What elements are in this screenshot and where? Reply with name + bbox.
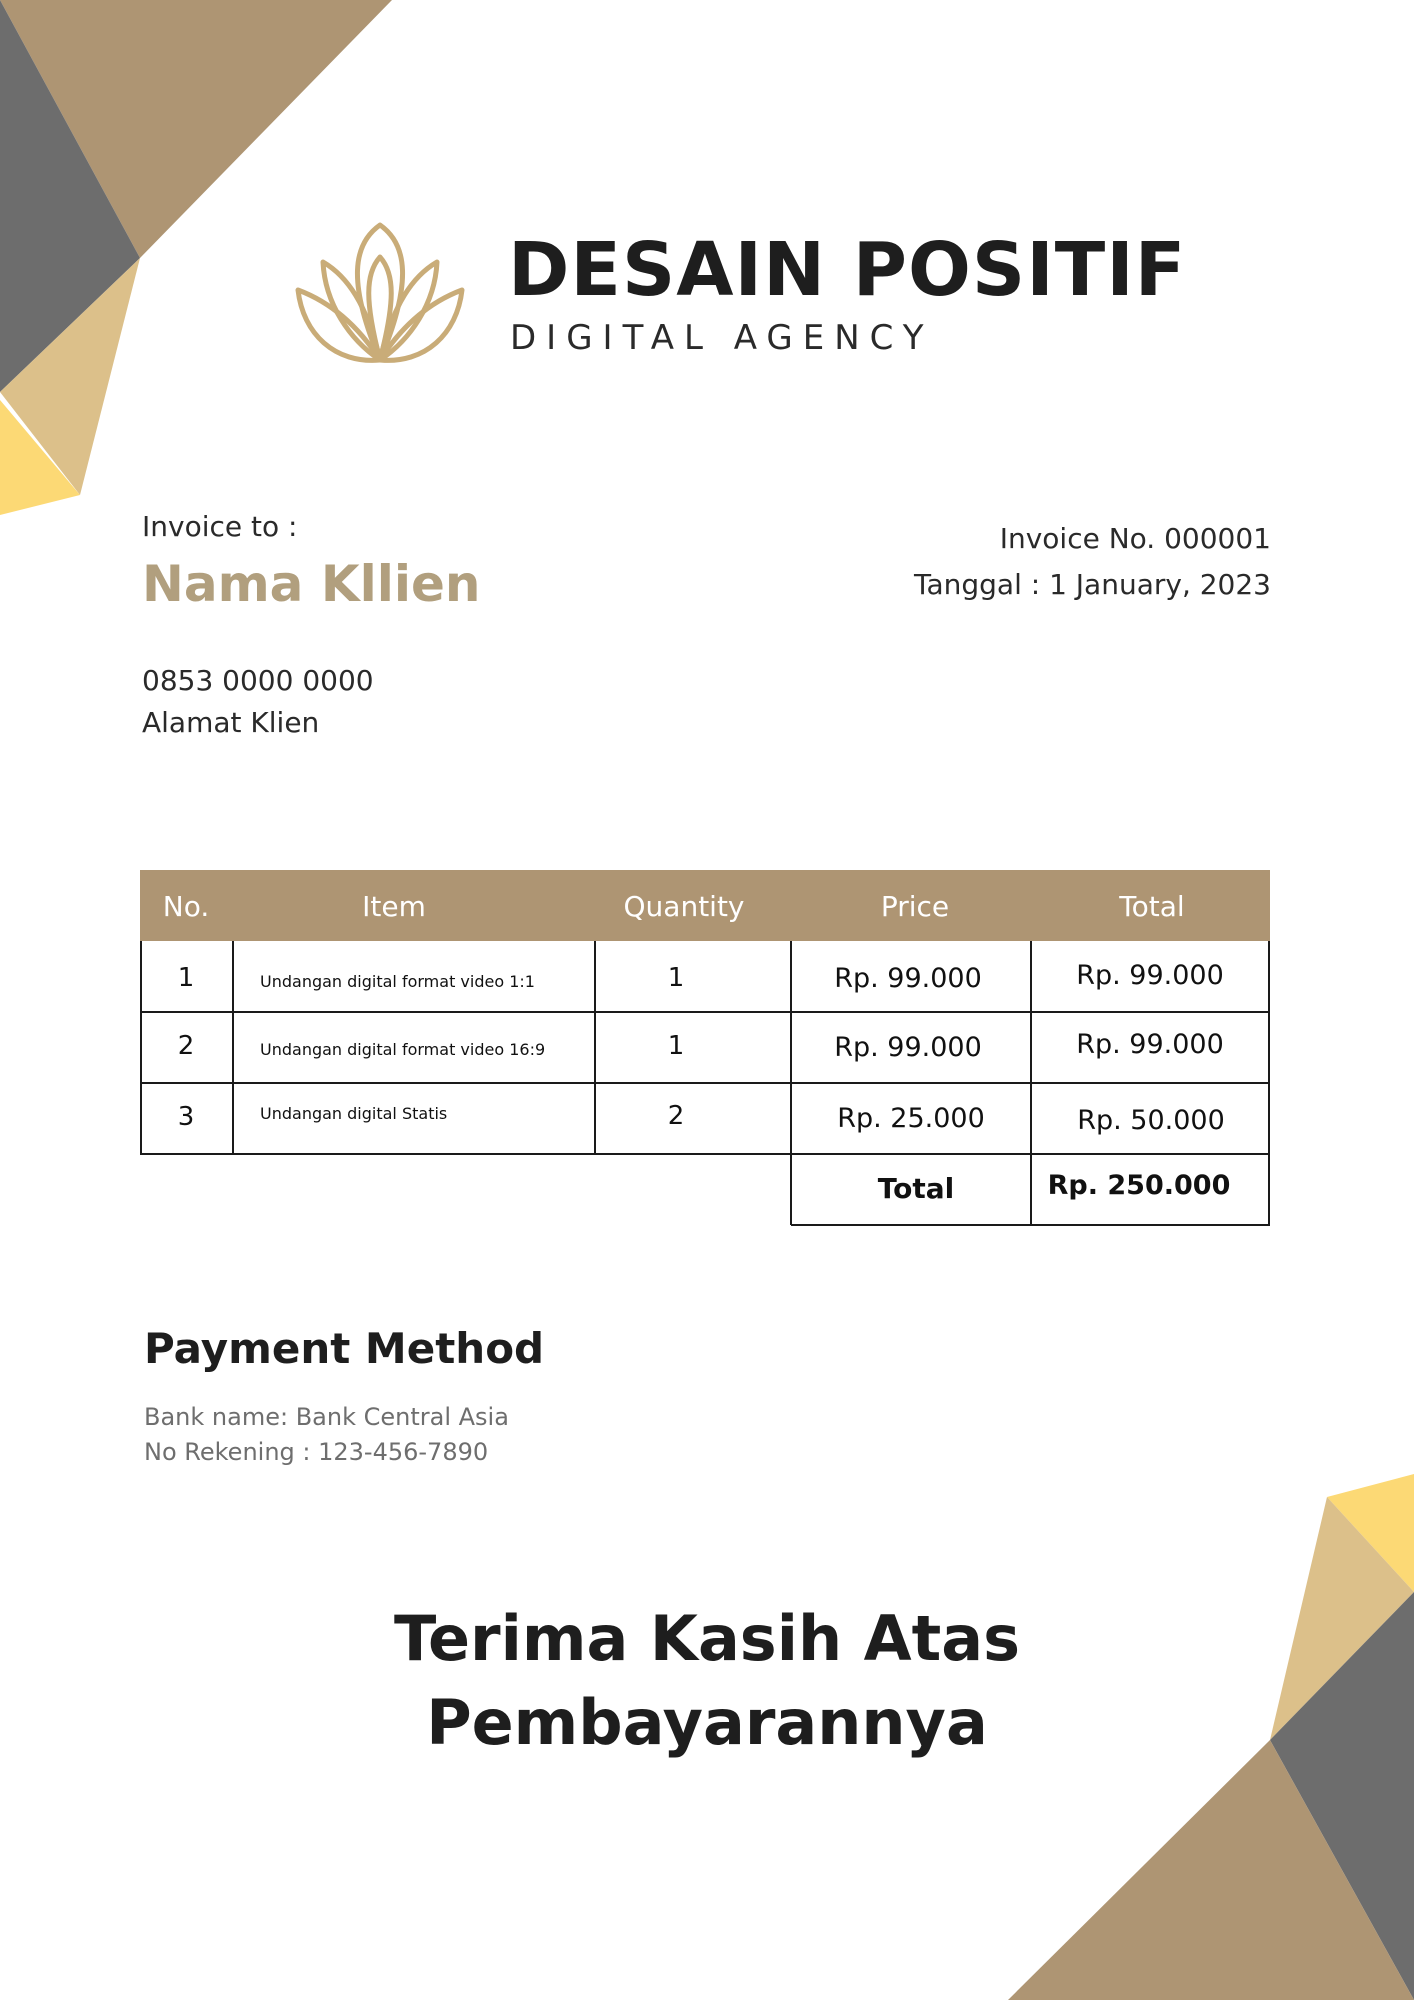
row-price: Rp. 99.000 — [834, 963, 982, 994]
row-quantity: 1 — [667, 963, 685, 993]
row-number: 3 — [177, 1102, 195, 1132]
brand-name: DESAIN POSITIF — [508, 227, 1187, 313]
row-price: Rp. 25.000 — [837, 1103, 985, 1134]
table-header-no: No. — [162, 890, 210, 923]
invoice-to-label: Invoice to : — [142, 510, 298, 543]
thank-you-line-2: Pembayarannya — [426, 1686, 988, 1759]
lotus-icon — [295, 222, 465, 367]
client-address: Alamat Klien — [142, 706, 320, 739]
row-price: Rp. 99.000 — [834, 1032, 982, 1063]
thank-you-line-1: Terima Kasih Atas — [393, 1602, 1021, 1675]
row-number: 1 — [177, 963, 195, 993]
brand-tagline: DIGITAL AGENCY — [510, 318, 934, 358]
row-item: Undangan digital format video 1:1 — [260, 972, 535, 991]
table-total-row — [878, 1170, 1231, 1205]
client-name: Nama Kllien — [142, 555, 481, 613]
table-header-item: Item — [362, 890, 426, 923]
table-row — [178, 960, 1224, 994]
total-label: Total — [877, 1172, 955, 1205]
row-total: Rp. 50.000 — [1077, 1105, 1225, 1136]
invoice-number: Invoice No. 000001 — [999, 522, 1271, 555]
table-row — [178, 1101, 1225, 1136]
payment-account-number: No Rekening : 123-456-7890 — [144, 1438, 489, 1466]
row-total: Rp. 99.000 — [1076, 960, 1224, 991]
row-number: 2 — [177, 1031, 195, 1061]
row-item: Undangan digital format video 16:9 — [260, 1040, 546, 1059]
row-quantity: 2 — [667, 1101, 685, 1131]
invoice-date: Tanggal : 1 January, 2023 — [913, 568, 1271, 601]
table-header-total: Total — [1119, 890, 1185, 923]
row-quantity: 1 — [667, 1031, 685, 1061]
total-value: Rp. 250.000 — [1047, 1170, 1231, 1201]
table-header-quantity: Quantity — [623, 890, 745, 923]
row-total: Rp. 99.000 — [1076, 1029, 1224, 1060]
payment-bank-name: Bank name: Bank Central Asia — [144, 1403, 509, 1431]
payment-method-title: Payment Method — [144, 1324, 545, 1373]
row-item: Undangan digital Statis — [260, 1104, 448, 1123]
client-phone: 0853 0000 0000 — [142, 664, 374, 697]
table-row — [178, 1029, 1224, 1063]
invoice-table — [140, 870, 1270, 1226]
table-header-price: Price — [880, 890, 950, 923]
